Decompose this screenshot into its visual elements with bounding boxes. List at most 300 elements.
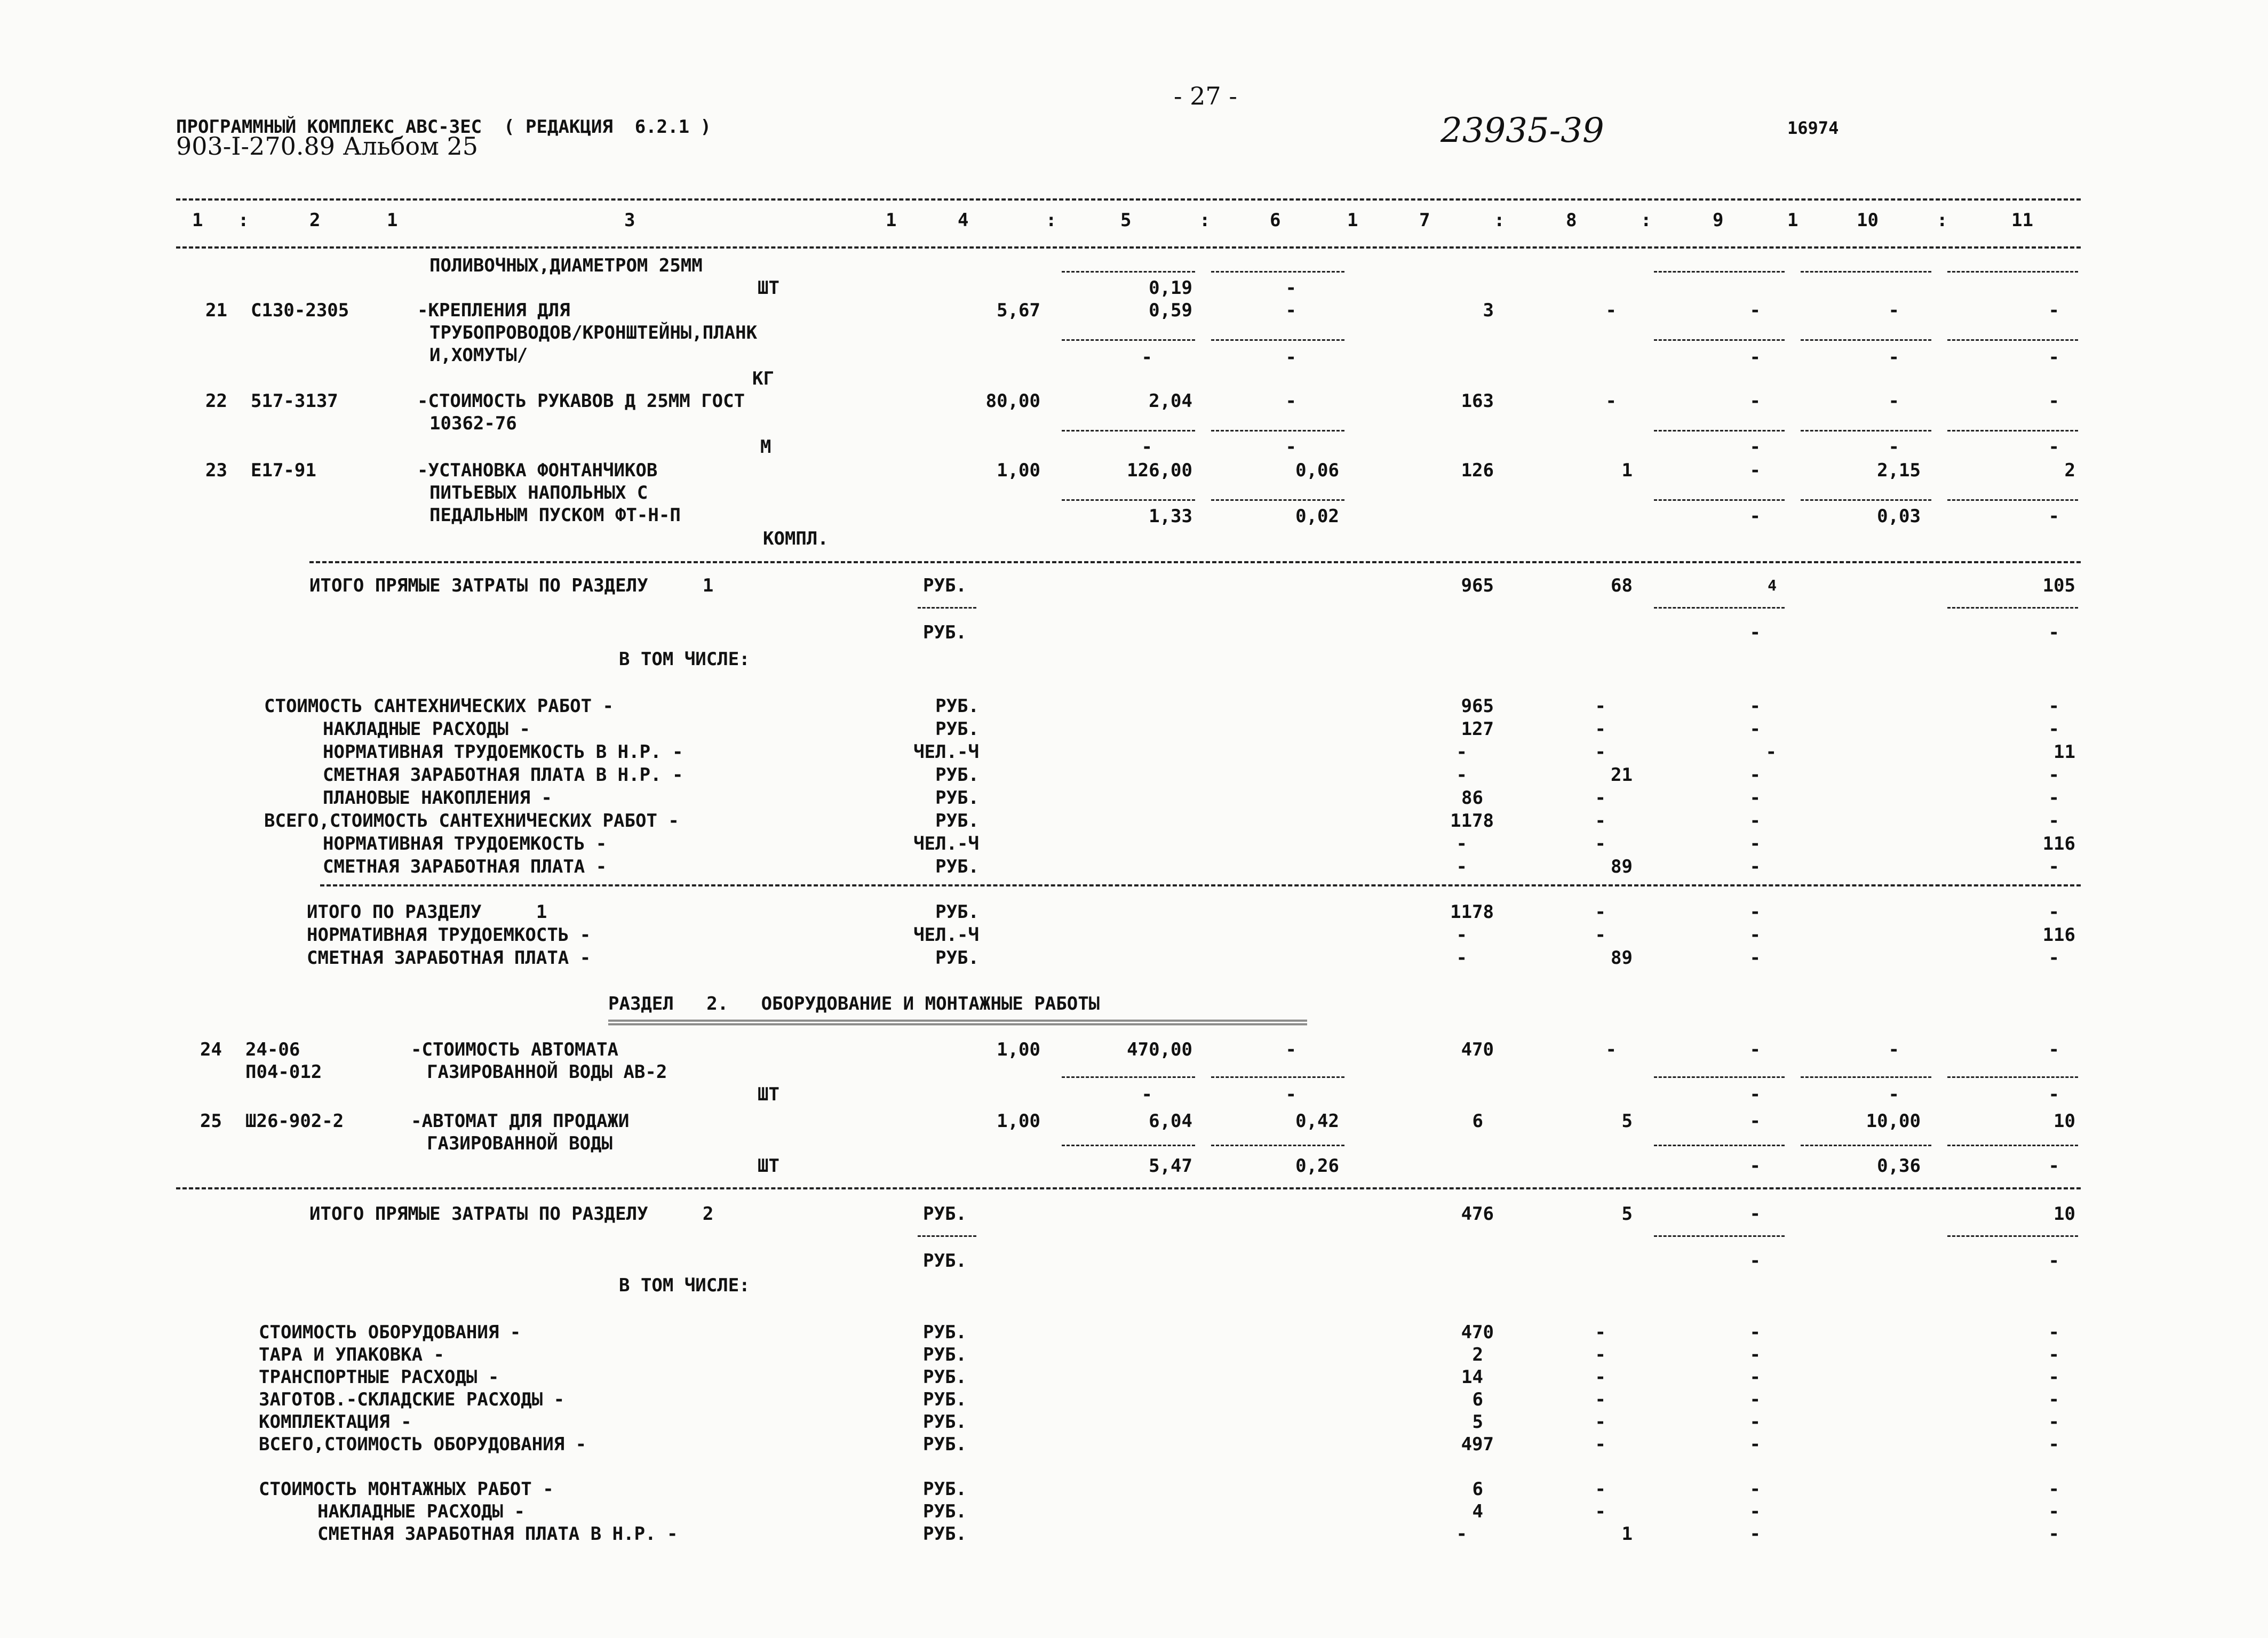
summary-label: СМЕТНАЯ ЗАРАБОТНАЯ ПЛАТА - (323, 856, 607, 877)
col-sep: : (1199, 210, 1211, 231)
row-item-name: -СТОИМОСТЬ АВТОМАТА (411, 1039, 618, 1060)
section-itogo-label: ИТОГО ПО РАЗДЕЛУ 1 (307, 901, 547, 923)
section-rule (176, 1187, 2081, 1189)
cell: - (2048, 1411, 2059, 1433)
subrule (1947, 1235, 2078, 1237)
cell: 0,59 (1149, 300, 1192, 321)
header-rule-top (176, 198, 2081, 201)
cell: - (1749, 1039, 1761, 1060)
cell: - (1285, 1084, 1296, 1105)
cell: - (1749, 1084, 1761, 1105)
cell: 0,42 (1295, 1110, 1339, 1132)
cell: - (1456, 764, 1467, 786)
program-header: ПРОГРАММНЫЙ КОМПЛЕКС АВС-ЗЕС ( РЕДАКЦИЯ 6.2.1 ) (176, 116, 712, 138)
cell: - (2048, 300, 2059, 321)
cell: - (1595, 833, 1606, 854)
unit-label: РУБ. (935, 856, 979, 877)
cell: - (1749, 1367, 1761, 1388)
col-sep: : (238, 210, 249, 231)
cell: - (1749, 436, 1761, 458)
row-item-name: ТРУБОПРОВОДОВ/КРОНШТЕЙНЫ,ПЛАНК (429, 322, 758, 343)
cell: 6 (1472, 1389, 1483, 1410)
cell: - (1595, 1367, 1606, 1388)
cell: - (1749, 1155, 1761, 1177)
cell: 21 (1611, 764, 1633, 786)
subrule (1947, 339, 2078, 341)
cell: 2 (2064, 460, 2075, 481)
cell: 0,03 (1877, 506, 1921, 527)
cell: 68 (1611, 575, 1633, 596)
subrule (1211, 430, 1344, 432)
cell: - (2048, 810, 2059, 832)
cell: 6 (1472, 1110, 1483, 1132)
row-unit: М (760, 436, 771, 458)
cell: - (1285, 300, 1296, 321)
row-item-name: ГАЗИРОВАННОЙ ВОДЫ АВ-2 (427, 1061, 667, 1083)
cell: 1178 (1450, 810, 1494, 832)
unit-label: РУБ. (923, 1203, 967, 1225)
cell: - (1595, 741, 1606, 763)
cell: 1,00 (997, 1039, 1040, 1060)
unit-label: РУБ. (935, 787, 979, 809)
subrule (918, 607, 976, 609)
subrule (1947, 1145, 2078, 1146)
cell: - (1749, 390, 1761, 412)
cell: - (2048, 787, 2059, 809)
unit-label: РУБ. (923, 1523, 967, 1545)
unit-label: РУБ. (923, 1322, 967, 1343)
subrule (1801, 271, 1931, 273)
row-code: П04-012 (245, 1061, 322, 1083)
cell: - (2048, 764, 2059, 786)
cell: - (1749, 506, 1761, 527)
row-unit: КГ (752, 368, 774, 389)
cell: - (1285, 277, 1296, 299)
cell: 5 (1621, 1203, 1633, 1225)
cell: - (1749, 1110, 1761, 1132)
cell: - (1749, 1389, 1761, 1410)
row-code: С130-2305 (251, 300, 349, 321)
subrule (1062, 271, 1195, 273)
cell: 470,00 (1127, 1039, 1192, 1060)
row-item-name: ПИТЬЕВЫХ НАПОЛЬНЫХ С (429, 482, 648, 504)
cell: 1,33 (1149, 506, 1192, 527)
unit-label: РУБ. (923, 1344, 967, 1365)
cell: - (1749, 1434, 1761, 1455)
cell: - (2048, 1367, 2059, 1388)
cell: 163 (1461, 390, 1494, 412)
subrule (1062, 1145, 1195, 1146)
album-label: 903-I-270.89 Альбом 25 (176, 132, 479, 161)
cell: - (1749, 787, 1761, 809)
cell: - (2048, 436, 2059, 458)
col-sep: : (1494, 210, 1505, 231)
summary-label: СМЕТНАЯ ЗАРАБОТНАЯ ПЛАТА В Н.Р. - (317, 1523, 678, 1545)
unit-label: ЧЕЛ.-Ч (913, 924, 979, 946)
summary-label: СТОИМОСТЬ САНТЕХНИЧЕСКИХ РАБОТ - (264, 696, 614, 717)
summary-label: НАКЛАДНЫЕ РАСХОДЫ - (323, 718, 530, 740)
summary-label: НОРМАТИВНАЯ ТРУДОЕМКОСТЬ - (307, 924, 591, 946)
unit-label: РУБ. (923, 1250, 967, 1272)
cell: 5,67 (997, 300, 1040, 321)
cell: - (1605, 300, 1617, 321)
cell: 5 (1472, 1411, 1483, 1433)
summary-label: КОМПЛЕКТАЦИЯ - (259, 1411, 412, 1433)
cell: - (1749, 1344, 1761, 1365)
col-sep: 1 (886, 210, 897, 231)
unit-label: РУБ. (935, 947, 979, 969)
cell: 80,00 (985, 390, 1040, 412)
cell: - (2048, 1434, 2059, 1455)
cell: 0,36 (1877, 1155, 1921, 1177)
row-number: 21 (205, 300, 227, 321)
cell: 89 (1611, 856, 1633, 877)
cell: - (2048, 506, 2059, 527)
cell: - (2048, 1039, 2059, 1060)
unit-label: РУБ. (935, 810, 979, 832)
subrule (1654, 1076, 1785, 1078)
cell: - (1595, 901, 1606, 923)
summary-label: ВСЕГО,СТОИМОСТЬ ОБОРУДОВАНИЯ - (259, 1434, 587, 1455)
cell: - (1888, 390, 1899, 412)
cell: - (1749, 622, 1761, 643)
subrule (1947, 1076, 2078, 1078)
cell: 116 (2042, 924, 2075, 946)
row-unit: ШТ (758, 1084, 779, 1105)
cell: - (1285, 1039, 1296, 1060)
subrule (1801, 430, 1931, 432)
cell: 3 (1483, 300, 1494, 321)
cell: - (1888, 347, 1899, 368)
summary-label: ТРАНСПОРТНЫЕ РАСХОДЫ - (259, 1367, 499, 1388)
subrule (1654, 1145, 1785, 1146)
unit-label: РУБ. (923, 622, 967, 643)
summary-label: СМЕТНАЯ ЗАРАБОТНАЯ ПЛАТА В Н.Р. - (323, 764, 683, 786)
cell: - (2048, 1501, 2059, 1522)
subrule (1947, 607, 2078, 609)
cell: - (2048, 901, 2059, 923)
cell: - (1595, 1479, 1606, 1500)
cell: - (2048, 622, 2059, 643)
cell: 1178 (1450, 901, 1494, 923)
row-item-name: -АВТОМАТ ДЛЯ ПРОДАЖИ (411, 1110, 630, 1132)
summary-label: ПЛАНОВЫЕ НАКОПЛЕНИЯ - (323, 787, 552, 809)
document-code: 23935-39 (1441, 111, 1604, 150)
cell: - (1285, 436, 1296, 458)
col-header: 8 (1566, 210, 1577, 231)
col-sep: : (1046, 210, 1057, 231)
cell: - (1605, 390, 1617, 412)
cell: - (2048, 1479, 2059, 1500)
cell: - (1749, 718, 1761, 740)
cell: - (1456, 1523, 1467, 1545)
cell: - (1456, 833, 1467, 854)
cell: 4 (1472, 1501, 1483, 1522)
subrule (1801, 1145, 1931, 1146)
cell: - (2048, 947, 2059, 969)
summary-label: СТОИМОСТЬ ОБОРУДОВАНИЯ - (259, 1322, 521, 1343)
cell: - (1765, 741, 1777, 763)
cell: - (1456, 947, 1467, 969)
summary-label: ТАРА И УПАКОВКА - (259, 1344, 444, 1365)
summary-label: НАКЛАДНЫЕ РАСХОДЫ - (317, 1501, 525, 1522)
unit-label: РУБ. (923, 1501, 967, 1522)
cell: - (1749, 1479, 1761, 1500)
cell: 86 (1461, 787, 1483, 809)
cell: - (1141, 1084, 1152, 1105)
cell: - (1595, 1411, 1606, 1433)
cell: 0,19 (1149, 277, 1192, 299)
summary-label: НОРМАТИВНАЯ ТРУДОЕМКОСТЬ - (323, 833, 607, 854)
subrule (1654, 607, 1785, 609)
subrule (1654, 1235, 1785, 1237)
page-number: - 27 - (1174, 82, 1237, 110)
cell: - (2048, 696, 2059, 717)
subrule (1654, 339, 1785, 341)
cell: - (2048, 718, 2059, 740)
cell: 2,15 (1877, 460, 1921, 481)
row-item-name: И,ХОМУТЫ/ (429, 345, 528, 366)
subrule (1211, 339, 1344, 341)
col-sep: : (1641, 210, 1652, 231)
cell: - (2048, 1155, 2059, 1177)
cell: - (1456, 924, 1467, 946)
col-sep: 1 (387, 210, 398, 231)
cell: 0,02 (1295, 506, 1339, 527)
col-header: 2 (309, 210, 321, 231)
cell: - (2048, 1084, 2059, 1105)
cell: 6 (1472, 1479, 1483, 1500)
cell: 1 (1621, 1523, 1633, 1545)
subrule (1654, 499, 1785, 501)
cell: - (1285, 347, 1296, 368)
cell: - (1141, 436, 1152, 458)
subrule (1062, 499, 1195, 501)
subheading: В ТОМ ЧИСЛЕ: (619, 1275, 750, 1296)
row-code: Ш26-902-2 (245, 1110, 344, 1132)
cell: 105 (2042, 575, 2075, 596)
summary-label: СМЕТНАЯ ЗАРАБОТНАЯ ПЛАТА - (307, 947, 591, 969)
cell: - (1749, 1203, 1761, 1225)
cell: - (1749, 1501, 1761, 1522)
cell: 6,04 (1149, 1110, 1192, 1132)
cell: - (1595, 787, 1606, 809)
cell: 116 (2042, 833, 2075, 854)
cell: - (2048, 1389, 2059, 1410)
cell: 14 (1461, 1367, 1483, 1388)
col-sep: : (1937, 210, 1948, 231)
cell: 10 (2054, 1110, 2075, 1132)
cell: - (2048, 1344, 2059, 1365)
cell: - (1595, 1389, 1606, 1410)
row-item-name: -СТОИМОСТЬ РУКАВОВ Д 25ММ ГОСТ (417, 390, 745, 412)
cell: 965 (1461, 575, 1494, 596)
document-number: 16974 (1787, 118, 1839, 138)
section-total-label: ИТОГО ПРЯМЫЕ ЗАТРАТЫ ПО РАЗДЕЛУ 2 (309, 1203, 714, 1225)
col-header: 3 (624, 210, 635, 231)
header-rule-bottom (176, 246, 2081, 249)
cell: 470 (1461, 1039, 1494, 1060)
cell: - (1888, 300, 1899, 321)
subrule (1211, 1145, 1344, 1146)
section-total-label: ИТОГО ПРЯМЫЕ ЗАТРАТЫ ПО РАЗДЕЛУ 1 (309, 575, 714, 596)
row-number: 25 (200, 1110, 222, 1132)
col-header: 6 (1270, 210, 1281, 231)
cell: - (1749, 1250, 1761, 1272)
col-header: 10 (1857, 210, 1879, 231)
row-item-name: ПЕДАЛЬНЫМ ПУСКОМ ФТ-Н-П (429, 505, 681, 526)
row-number: 24 (200, 1039, 222, 1060)
row-code: 517-3137 (251, 390, 338, 412)
subrule (1654, 430, 1785, 432)
subheading: В ТОМ ЧИСЛЕ: (619, 649, 750, 670)
subrule (1062, 339, 1195, 341)
col-header: 4 (958, 210, 969, 231)
cell: - (2048, 1322, 2059, 1343)
cell: - (2048, 1250, 2059, 1272)
cell: - (1749, 300, 1761, 321)
cell: 476 (1461, 1203, 1494, 1225)
unit-label: ЧЕЛ.-Ч (913, 833, 979, 854)
cell: - (1595, 1501, 1606, 1522)
unit-label: РУБ. (923, 1389, 967, 1410)
cell: 965 (1461, 696, 1494, 717)
cell: - (1595, 696, 1606, 717)
cell: - (1749, 901, 1761, 923)
cell: 10,00 (1866, 1110, 1921, 1132)
unit-label: РУБ. (923, 1434, 967, 1455)
cell: - (1285, 390, 1296, 412)
section-rule (309, 561, 2081, 563)
cell: 11 (2054, 741, 2075, 763)
row-item-name: 10362-76 (429, 413, 517, 434)
row-unit: КОМПЛ. (763, 528, 829, 549)
cell: 10 (2054, 1203, 2075, 1225)
cell: - (1456, 741, 1467, 763)
cell: - (1749, 833, 1761, 854)
section-title: РАЗДЕЛ 2. ОБОРУДОВАНИЕ И МОНТАЖНЫЕ РАБОТЫ (608, 993, 1100, 1014)
subrule (1947, 430, 2078, 432)
col-sep: 1 (1787, 210, 1799, 231)
col-header: 11 (2011, 210, 2033, 231)
cell: 2,04 (1149, 390, 1192, 412)
cell: 5,47 (1149, 1155, 1192, 1177)
unit-label: РУБ. (923, 1411, 967, 1433)
row-item-name: ПОЛИВОЧНЫХ,ДИАМЕТРОМ 25ММ (429, 255, 703, 276)
summary-label: ВСЕГО,СТОИМОСТЬ САНТЕХНИЧЕСКИХ РАБОТ - (264, 810, 679, 832)
cell: - (1888, 1084, 1899, 1105)
cell: - (1749, 810, 1761, 832)
col-header: 5 (1120, 210, 1132, 231)
subrule (1211, 499, 1344, 501)
row-code: Е17-91 (251, 460, 316, 481)
unit-label: РУБ. (935, 764, 979, 786)
cell: - (1749, 347, 1761, 368)
cell: - (1749, 696, 1761, 717)
cell: - (1595, 1344, 1606, 1365)
subrule (1062, 430, 1195, 432)
row-item-name: -КРЕПЛЕНИЯ ДЛЯ (417, 300, 570, 321)
cell: - (2048, 347, 2059, 368)
col-sep: 1 (1347, 210, 1358, 231)
subrule (1947, 271, 2078, 273)
cell: - (1141, 347, 1152, 368)
cell: 2 (1472, 1344, 1483, 1365)
subrule (1947, 499, 2078, 501)
cell: - (1749, 856, 1761, 877)
subrule (1654, 271, 1785, 273)
cell: - (1595, 1434, 1606, 1455)
cell: 497 (1461, 1434, 1494, 1455)
subrule (918, 1235, 976, 1237)
cell: 470 (1461, 1322, 1494, 1343)
col-header: 7 (1419, 210, 1430, 231)
cell: 126,00 (1127, 460, 1192, 481)
cell: - (1595, 810, 1606, 832)
cell: - (1749, 1411, 1761, 1433)
cell: - (1749, 764, 1761, 786)
summary-label: СТОИМОСТЬ МОНТАЖНЫХ РАБОТ - (259, 1479, 554, 1500)
row-item-name: -УСТАНОВКА ФОНТАНЧИКОВ (417, 460, 658, 481)
cell: - (1595, 924, 1606, 946)
cell: - (1456, 856, 1467, 877)
cell: - (1888, 436, 1899, 458)
cell: - (1749, 1322, 1761, 1343)
cell: 127 (1461, 718, 1494, 740)
subrule (1211, 271, 1344, 273)
summary-label: ЗАГОТОВ.-СКЛАДСКИЕ РАСХОДЫ - (259, 1389, 565, 1410)
unit-label: ЧЕЛ.-Ч (913, 741, 979, 763)
cell: - (1749, 1523, 1761, 1545)
row-number: 23 (205, 460, 227, 481)
unit-label: РУБ. (923, 575, 967, 596)
cell: - (2048, 856, 2059, 877)
cell: - (1595, 718, 1606, 740)
row-number: 22 (205, 390, 227, 412)
summary-label: НОРМАТИВНАЯ ТРУДОЕМКОСТЬ В Н.Р. - (323, 741, 683, 763)
unit-label: РУБ. (923, 1479, 967, 1500)
cell: 1,00 (997, 460, 1040, 481)
cell: 4 (1768, 577, 1777, 594)
unit-label: РУБ. (923, 1367, 967, 1388)
col-header: 1 (192, 210, 203, 231)
subrule (1801, 1076, 1931, 1078)
section-title-underline (608, 1020, 1307, 1025)
subrule (1062, 1076, 1195, 1078)
cell: 89 (1611, 947, 1633, 969)
row-code: 24-06 (245, 1039, 300, 1060)
row-item-name: ГАЗИРОВАННОЙ ВОДЫ (427, 1133, 612, 1154)
section-rule (320, 884, 2081, 886)
cell: 1,00 (997, 1110, 1040, 1132)
cell: - (1749, 460, 1761, 481)
unit-label: РУБ. (935, 696, 979, 717)
col-header: 9 (1713, 210, 1724, 231)
cell: - (2048, 390, 2059, 412)
cell: - (2048, 1523, 2059, 1545)
cell: 0,06 (1295, 460, 1339, 481)
subrule (1801, 339, 1931, 341)
cell: 5 (1621, 1110, 1633, 1132)
unit-label: РУБ. (935, 901, 979, 923)
subrule (1211, 1076, 1344, 1078)
subrule (1801, 499, 1931, 501)
unit-label: РУБ. (935, 718, 979, 740)
row-unit: ШТ (758, 1155, 779, 1177)
cell: 0,26 (1295, 1155, 1339, 1177)
cell: - (1595, 1322, 1606, 1343)
cell: - (1888, 1039, 1899, 1060)
